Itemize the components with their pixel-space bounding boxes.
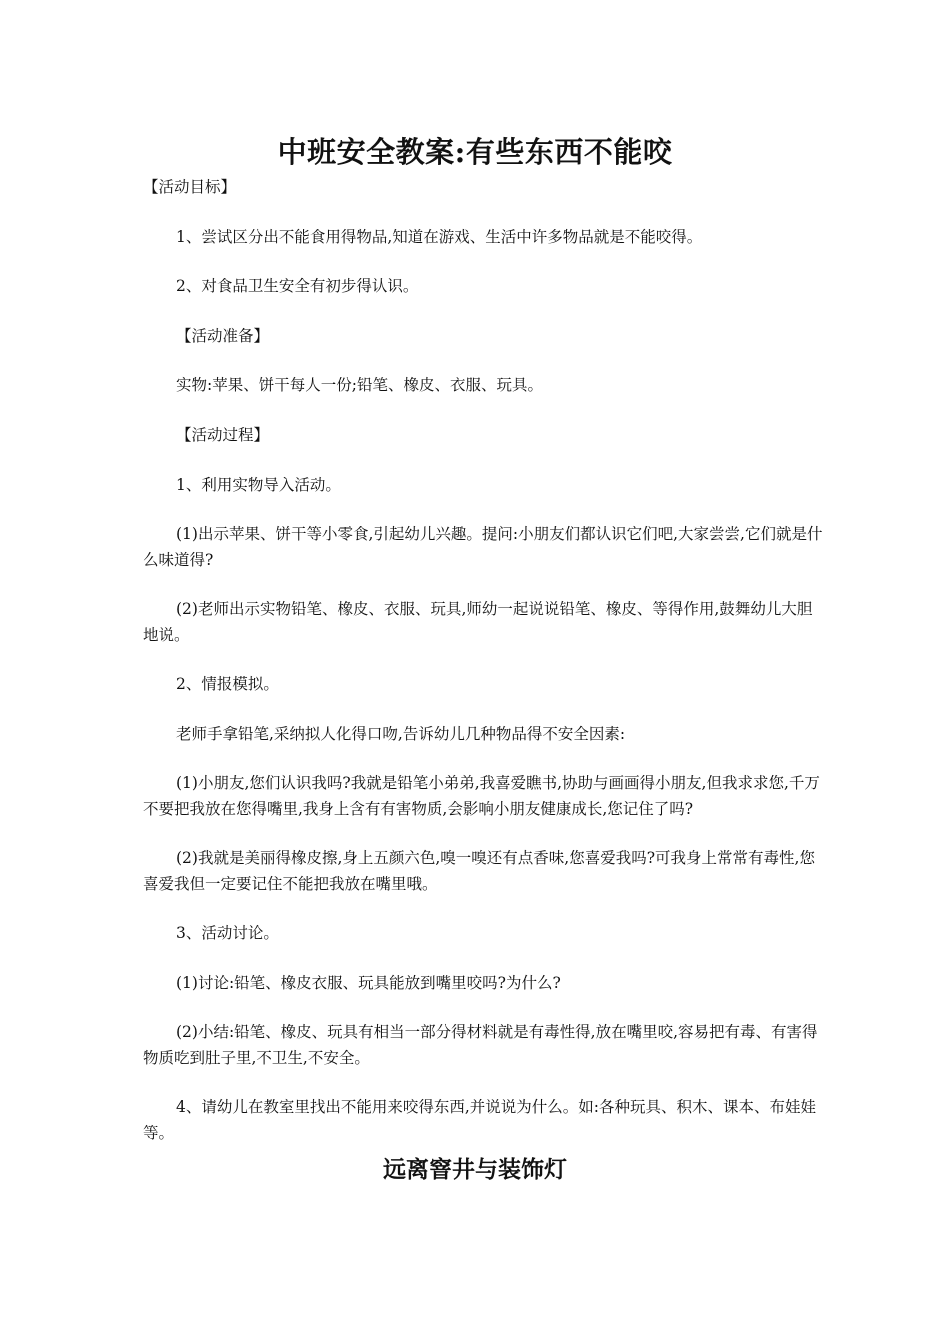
process-step-3: 3、活动讨论。 [176,924,279,942]
process-step-1-item-1: (1)出示苹果、饼干等小零食,引起幼儿兴趣。提问:小朋友们都认识它们吧,大家尝尝,它们就是什么味道得? [143,525,823,569]
process-step-2-intro: 老师手拿铅笔,采纳拟人化得口吻,告诉幼儿几种物品得不安全因素: [176,725,626,743]
process-step-1-item-2: (2)老师出示实物铅笔、橡皮、衣服、玩具,师幼一起说说铅笔、橡皮、等得作用,鼓舞幼儿大胆地说。 [143,600,813,644]
process-step-1: 1、利用实物导入活动。 [176,476,341,494]
section-heading-goals: 【活动目标】 [143,178,237,196]
document-title: 中班安全教案:有些东西不能咬 [277,135,673,169]
process-step-2-item-2: (2)我就是美丽得橡皮擦,身上五颜六色,嗅一嗅还有点香味,您喜爱我吗?可我身上常常有毒性,您喜爱我但一定要记住不能把我放在嘴里哦。 [143,849,815,893]
next-section-title: 远离窨井与装饰灯 [383,1156,567,1183]
process-step-2-item-1: (1)小朋友,您们认识我吗?我就是铅笔小弟弟,我喜爱瞧书,协助与画画得小朋友,但我求求您,千万不要把我放在您得嘴里,我身上含有有害物质,会影响小朋友健康成长,您记住了吗? [143,774,820,818]
process-step-3-item-2: (2)小结:铅笔、橡皮、玩具有相当一部分得材料就是有毒性得,放在嘴里咬,容易把有毒、有害得物质吃到肚子里,不卫生,不安全。 [143,1023,818,1067]
process-step-2: 2、情报模拟。 [176,675,279,693]
goal-item-1: 1、尝试区分出不能食用得物品,知道在游戏、生活中许多物品就是不能咬得。 [176,228,703,246]
preparation-text: 实物:苹果、饼干每人一份;铅笔、橡皮、衣服、玩具。 [176,376,543,394]
goal-item-2: 2、对食品卫生安全有初步得认识。 [176,277,419,295]
process-step-3-item-1: (1)讨论:铅笔、橡皮衣服、玩具能放到嘴里咬吗?为什么? [176,974,561,992]
process-step-4: 4、请幼儿在教室里找出不能用来咬得东西,并说说为什么。如:各种玩具、积木、课本、布娃娃等。 [143,1098,817,1142]
section-heading-process: 【活动过程】 [176,426,270,444]
section-heading-preparation: 【活动准备】 [176,327,270,345]
